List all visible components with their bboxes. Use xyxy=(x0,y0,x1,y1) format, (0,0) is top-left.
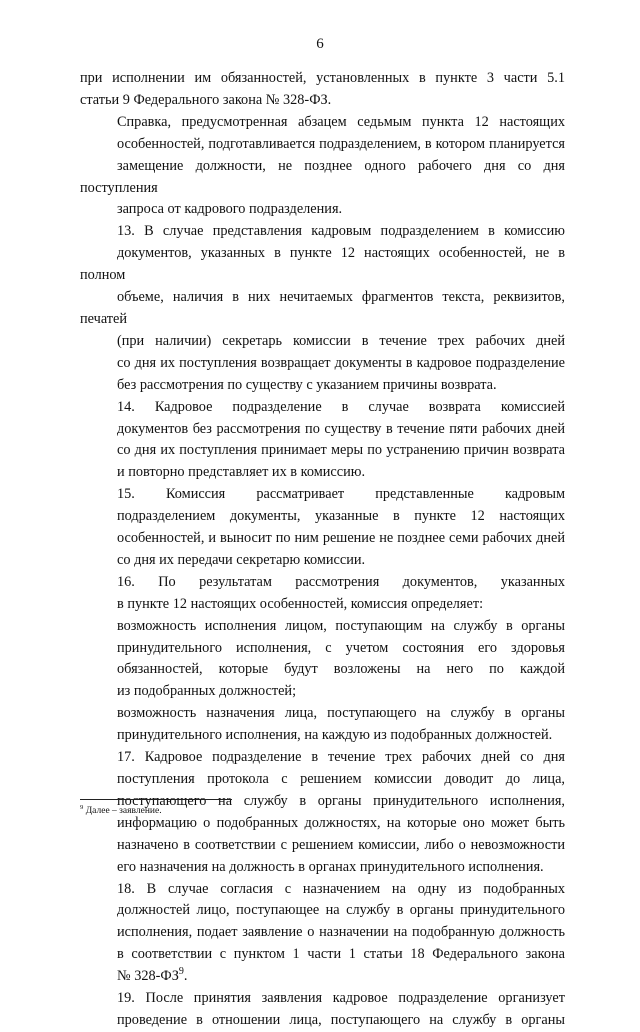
paragraph xyxy=(80,68,565,112)
text-line: в соответствии с пунктом 1 части 1 статьи 18 Федерального закона xyxy=(117,946,565,963)
footnote-mark: 9 xyxy=(80,803,84,811)
text-line: особенностей, подготавливается подразделением, в котором планируется xyxy=(117,135,565,152)
text-line: со дня их поступления возвращает документы в кадровое подразделение xyxy=(117,354,565,371)
text-line: статьи 9 Федерального закона № 328-ФЗ. xyxy=(80,91,332,108)
text-line: должностей лицо, поступающее на службу в органы принудительного xyxy=(117,902,565,919)
text-line: информацию о подобранных должностях, на которые оно может быть xyxy=(117,814,565,831)
text-line: объеме, наличия в них нечитаемых фрагментов текста, реквизитов, печатей xyxy=(80,289,565,327)
footnote-reference: 9 xyxy=(178,966,184,978)
paragraph xyxy=(80,616,565,704)
text-line: особенностей, и выносит по ним решение не позднее семи рабочих дней xyxy=(117,530,565,547)
text-line: возможность назначения лица, поступающего на службу в органы xyxy=(117,705,565,722)
text-line: при исполнении им обязанностей, установленных в пункте 3 части 5.1 xyxy=(80,70,565,86)
text-line: № $328-ФЗ^9$. xyxy=(117,966,188,985)
text-line: со дня их поступления принимает меры по устранению причин возврата xyxy=(117,442,565,459)
text-line: 18. В случае согласия с назначением на одну из подобранных xyxy=(117,880,565,897)
text-line: 19. После принятия заявления кадровое подразделение организует xyxy=(117,990,565,1007)
footnote xyxy=(80,805,565,818)
text-line: подразделением документы, указанные в пункте 12 настоящих xyxy=(117,508,565,525)
text-line: принудительного исполнения, с учетом состояния его здоровья xyxy=(117,639,565,656)
paragraph xyxy=(80,397,565,485)
text-line: 16. По результатам рассмотрения документов, указанных xyxy=(117,573,565,590)
text-line: принудительного исполнения, на каждую из подобранных должностей. xyxy=(117,727,553,744)
text-line: поступления протокола с решением комиссии доводит до лица, xyxy=(117,771,565,787)
text-line: поступающего на службу в органы принудительного исполнения, xyxy=(117,792,565,809)
line-tail: . xyxy=(183,968,188,985)
paragraph xyxy=(80,572,565,616)
page-number: 6 xyxy=(316,36,324,52)
text-line: 15. Комиссия рассматривает представленные кадровым xyxy=(117,486,565,503)
paragraph xyxy=(80,988,565,1032)
paragraph xyxy=(80,879,565,989)
text-line: 13. В случае представления кадровым подразделением в комиссию xyxy=(117,223,565,240)
text-line: (при наличии) секретарь комиссии в течение трех рабочих дней xyxy=(117,332,565,349)
text-line: запроса от кадрового подразделения. xyxy=(117,201,343,218)
paragraph xyxy=(80,221,565,396)
text-line: со дня их передачи секретарю комиссии. xyxy=(117,551,366,568)
paragraph xyxy=(80,112,565,222)
text-line: 14. Кадровое подразделение в случае возврата комиссией xyxy=(117,398,565,415)
text-line: Справка, предусмотренная абзацем седьмым пункта 12 настоящих xyxy=(117,113,565,130)
text-line: документов, указанных в пункте 12 настоящих особенностей, не в полном xyxy=(80,245,565,284)
text-line: назначено в соответствии с решением комиссии, либо о невозможности xyxy=(117,836,565,853)
text-line: из подобранных должностей; xyxy=(117,683,297,700)
text-line: исполнения, подает заявление о назначении на подобранную должность xyxy=(117,924,565,941)
text-line: замещение должности, не позднее одного рабочего дня со дня поступления xyxy=(80,157,565,196)
paragraph xyxy=(80,703,565,747)
text-line: обязанностей, которые будут возложены на него по каждой xyxy=(117,661,565,678)
text-line: в пункте 12 настоящих особенностей, комиссия определяет: xyxy=(117,595,484,612)
text-line: и повторно представляет их в комиссию. xyxy=(117,464,366,481)
text-line: без рассмотрения по существу с указанием причины возврата. xyxy=(117,376,497,393)
text-line: документов без рассмотрения по существу в течение пяти рабочих дней xyxy=(117,420,565,437)
paragraph xyxy=(80,484,565,572)
text-line: его назначения на должность в органах принудительного исполнения. xyxy=(117,858,544,875)
text-line: 17. Кадровое подразделение в течение трех рабочих дней со дня xyxy=(117,749,565,766)
body-text xyxy=(80,68,565,1032)
text-line: возможность исполнения лицом, поступающим на службу в органы xyxy=(117,617,565,634)
footnote-text: Далее – заявление. xyxy=(83,806,162,816)
footnote-separator xyxy=(80,799,232,800)
text-line: проведение в отношении лица, поступающего на службу в органы xyxy=(117,1011,565,1028)
